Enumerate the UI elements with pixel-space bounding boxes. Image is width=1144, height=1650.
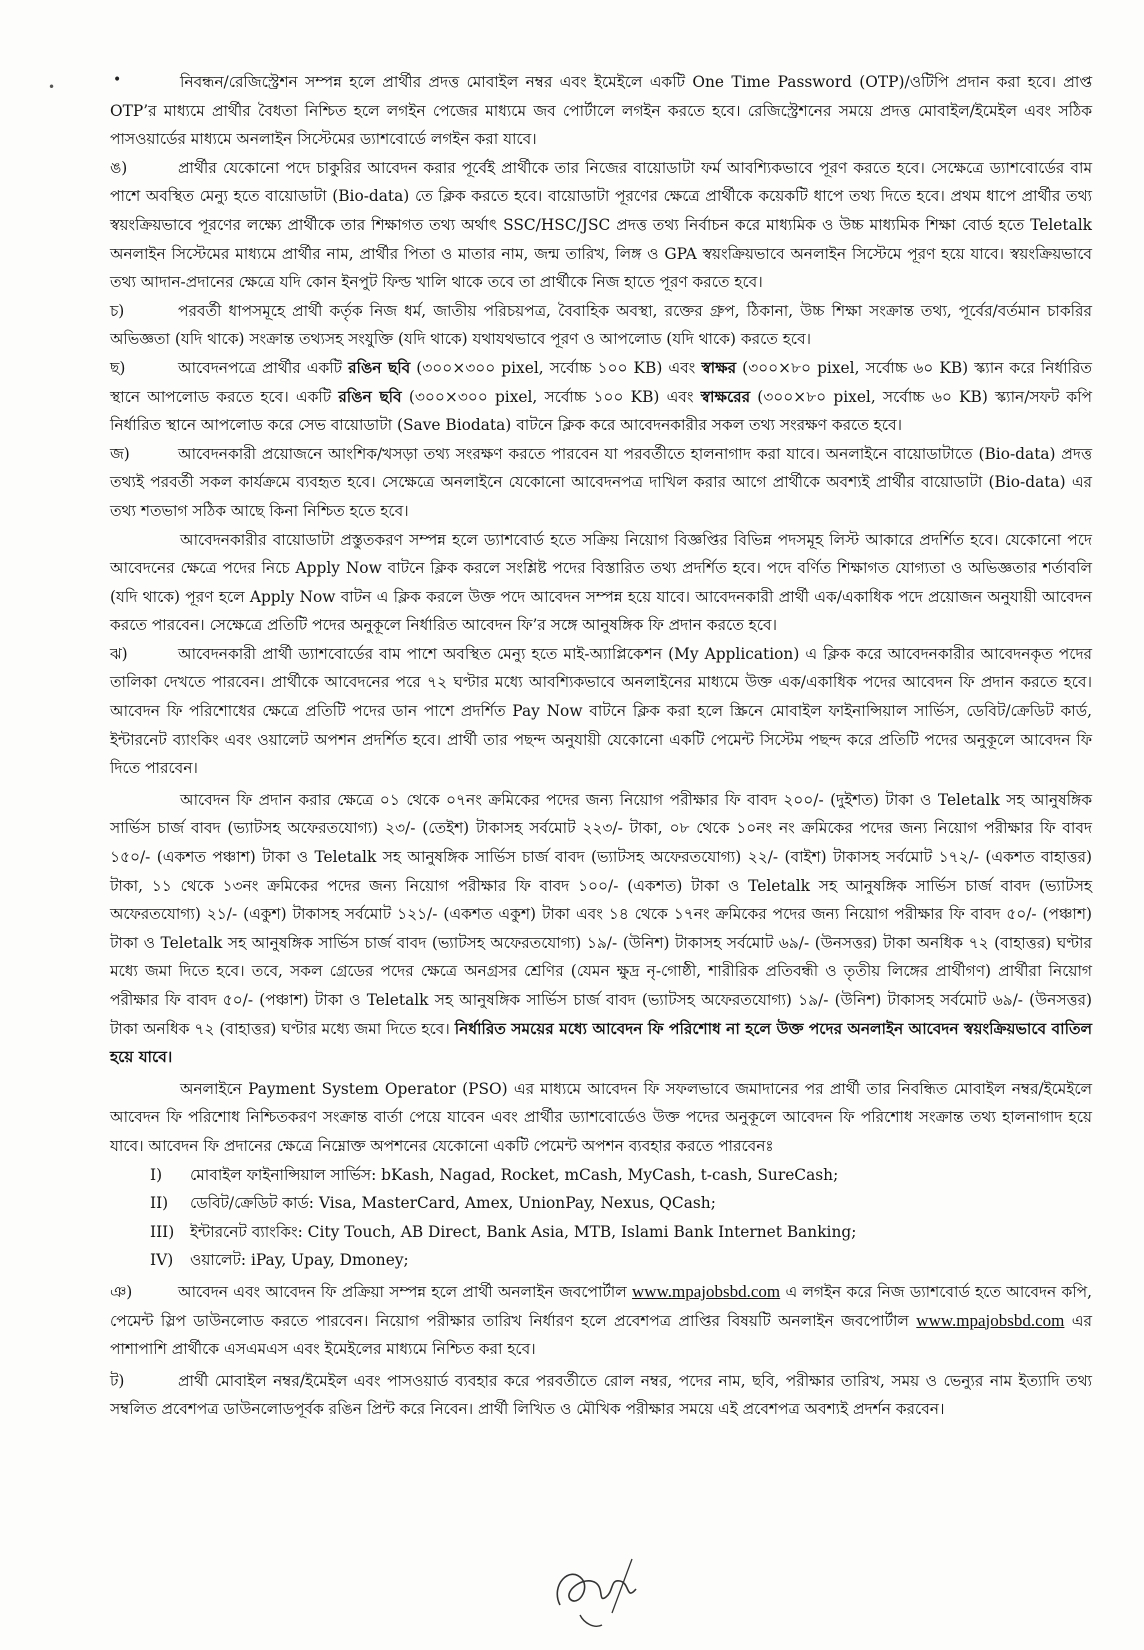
bold-text: স্বাক্ষর — [701, 358, 737, 377]
item-marker-nya: ঞ) — [110, 1282, 133, 1301]
text-run: (৩০০×৮০ pixel, সর্বোচ্চ ৬০ KB) স্ক্যান করে নির্ধারিত স্থানে আপলোড করতে হবে। একটি — [110, 358, 1092, 406]
list-text: ইন্টারনেট ব্যাংকিং: City Touch, AB Direct, Bank Asia, MTB, Islami Bank Internet Banking; — [190, 1222, 857, 1241]
jobportal-link[interactable]: www.mpajobsbd.com — [916, 1310, 1065, 1330]
bullet-marker: • — [113, 72, 122, 88]
list-item — [150, 1161, 1092, 1190]
paragraph-pso-text: অনলাইনে Payment System Operator (PSO) এর মাধ্যমে আবেদন ফি সফলভাবে জমাদানের পর প্রার্থী তার নিবন্ধিত মোবাইল নম্বর/ইমেইলে আবেদন ফি পরিশোধ নিশ্চিতকরণ সংক্রান্ত বার্তা পেয়ে যাবেন এবং প্রার্থীর ড্যাশবোর্ডেও উক্ত পদের অনুকূলে আবেদন ফি পরিশোধ সংক্রান্ত তথ্য হালনাগাদ হয়ে যাবে। আবেদন ফি প্রদানের ক্ষেত্রে নিম্নোক্ত অপশনের যেকোনো একটি পেমেন্ট অপশন ব্যবহার করতে পারবেনঃ — [110, 1079, 1092, 1155]
paragraph-fees-bold: নির্ধারিত সময়ের মধ্যে আবেদন ফি পরিশোধ না হলে উক্ত পদের অনলাইন আবেদন স্বয়ংক্রিয়ভাবে বাতিল হয়ে যাবে। — [110, 1019, 1093, 1067]
signature-image — [540, 1545, 650, 1635]
paragraph-admit-portal — [110, 1278, 1092, 1364]
paragraph-apply-now-text: আবেদনকারীর বায়োডাটা প্রস্তুতকরণ সম্পন্ন হলে ড্যাশবোর্ড হতে সক্রিয় নিয়োগ বিজ্ঞপ্তির বিভিন্ন পদসমূহ লিস্ট আকারে প্রদর্শিত হবে। যেকোনো পদে আবেদনের ক্ষেত্রে পদের নিচে Apply Now বাটনে ক্লিক করলে সংশ্লিষ্ট পদের বিস্তারিত তথ্য প্রদর্শিত হবে। পদে বর্ণিত শিক্ষাগত যোগ্যতা ও অভিজ্ঞতার শর্তাবলি (যদি থাকে) পূরণ হলে Apply Now বাটন এ ক্লিক করলে উক্ত পদে আবেদন সম্পন্ন হয়ে যাবে। আবেদনকারী প্রার্থী এক/একাধিক পদে প্রয়োজন অনুযায়ী আবেদন করতে পারবেন। সেক্ষেত্রে প্রতিটি পদের অনুকূলে নির্ধারিত আবেদন ফি’র সঙ্গে আনুষঙ্গিক ফি প্রদান করতে হবে। — [110, 530, 1092, 635]
item-marker-jha: ঝ) — [110, 644, 128, 663]
paragraph-next-steps — [110, 297, 1092, 354]
paragraph-admit-card-text: প্রার্থী মোবাইল নম্বর/ইমেইল এবং পাসওয়ার্ড ব্যবহার করে পরবর্তীতে রোল নম্বর, পদের নাম, ছবি, পরীক্ষার তারিখ, সময় ও ভেন্যুর নাম ইত্যাদি তথ্য সম্বলিত প্রবেশপত্র ডাউনলোডপূর্বক রঙিন প্রিন্ট করে নিবেন। প্রার্থী লিখিত ও মৌখিক পরীক্ষার সময়ে এই প্রবেশপত্র অবশ্যই প্রদর্শন করবেন। — [110, 1371, 1092, 1419]
item-marker-ja: জ) — [110, 444, 130, 463]
list-number: IV) — [150, 1251, 174, 1270]
paragraph-next-steps-text: পরবর্তী ধাপসমূহে প্রার্থী কর্তৃক নিজ ধর্ম, জাতীয় পরিচয়পত্র, বৈবাহিক অবস্থা, রক্তের গ্রুপ, ঠিকানা, উচ্চ শিক্ষা সংক্রান্ত তথ্য, পূর্বের/বর্তমান চাকরির অভিজ্ঞতা (যদি থাকে) সংক্রান্ত তথ্যসহ সংযুক্তি (যদি থাকে) যথাযথভাবে পূরণ ও আপলোড (যদি থাকে) করতে হবে। — [110, 301, 1092, 349]
item-marker-ta: ট) — [110, 1371, 125, 1390]
paragraph-otp — [110, 68, 1092, 154]
text-run: আবেদনপত্রে প্রার্থীর একটি — [178, 358, 349, 377]
paragraph-fees-text: আবেদন ফি প্রদান করার ক্ষেত্রে ০১ থেকে ০৭নং ক্রমিকের পদের জন্য নিয়োগ পরীক্ষার ফি বাবদ ২০০/- (দুইশত) টাকা ও Teletalk সহ আনুষঙ্গিক সার্ভিস চার্জ বাবদ (ভ্যাটসহ অফেরতযোগ্য) ২৩/- (তেইশ) টাকাসহ সর্বমোট ২২৩/- টাকা, ০৮ থেকে ১০নং নং ক্রমিকের পদের জন্য নিয়োগ পরীক্ষার ফি বাবদ ১৫০/- (একশত পঞ্চাশ) টাকা ও Teletalk সহ আনুষঙ্গিক সার্ভিস চার্জ বাবদ (ভ্যাটসহ অফেরতযোগ্য) ২২/- (বাইশ) টাকাসহ সর্বমোট ১৭২/- (একশত বাহাত্তর) টাকা, ১১ থেকে ১৩নং ক্রমিকের পদের জন্য নিয়োগ পরীক্ষার ফি বাবদ ১০০/- (একশত) টাকা ও Teletalk সহ আনুষঙ্গিক সার্ভিস চার্জ বাবদ (ভ্যাটসহ অফেরতযোগ্য) ২১/- (একুশ) টাকাসহ সর্বমোট ১২১/- (একশত একুশ) টাকা এবং ১৪ থেকে ১৭নং ক্রমিকের পদের জন্য নিয়োগ পরীক্ষার ফি বাবদ ৫০/- (পঞ্চাশ) টাকা ও Teletalk সহ আনুষঙ্গিক সার্ভিস চার্জ বাবদ (ভ্যাটসহ অফেরতযোগ্য) ১৯/- (উনিশ) টাকাসহ সর্বমোট ৬৯/- (উনসত্তর) টাকা অনধিক ৭২ (বাহাত্তর) ঘণ্টার মধ্যে জমা দিতে হবে। তবে, সকল গ্রেডের পদের ক্ষেত্রে অনগ্রসর শ্রেণির (যেমন ক্ষুদ্র নৃ-গোষ্ঠী, শারীরিক প্রতিবন্ধী ও তৃতীয় লিঙ্গের প্রার্থীগণ) প্রার্থীরা নিয়োগ পরীক্ষার ফি বাবদ ৫০/- (পঞ্চাশ) টাকা ও Teletalk সহ আনুষঙ্গিক সার্ভিস চার্জ বাবদ (ভ্যাটসহ অফেরতযোগ্য) ১৯/- (উনিশ) টাকাসহ সর্বমোট ৬৯/- (উনসত্তর) টাকা অনধিক ৭২ (বাহাত্তর) ঘণ্টার মধ্যে জমা দিতে হবে। — [110, 790, 1092, 1038]
paragraph-apply-now — [110, 526, 1092, 640]
bold-text: রঙিন ছবি — [348, 358, 411, 377]
list-number: II) — [150, 1194, 169, 1213]
item-marker-chha: ছ) — [110, 358, 126, 377]
text-run: (৩০০×৮০ pixel, সর্বোচ্চ ৬০ KB) স্ক্যান/সফট কপি নির্ধারিত স্থানে আপলোড করে সেভ বায়োডাটা (Save Biodata) বাটনে ক্লিক করে আবেদনকারীর সকল তথ্য সংরক্ষণ করতে হবে। — [110, 387, 1093, 435]
list-text: ডেবিট/ক্রেডিট কার্ড: Visa, MasterCard, Amex, UnionPay, Nexus, QCash; — [190, 1194, 716, 1213]
payment-options-list — [110, 1161, 1092, 1275]
paragraph-draft-save — [110, 440, 1092, 526]
text-run: এ লগইন করে নিজ ড্যাশবোর্ড হতে আবেদন কপি, পেমেন্ট স্লিপ ডাউনলোড করতে পারবেন। নিয়োগ পরীক্ষার তারিখ নির্ধারণ হলে প্রবেশপত্র প্রাপ্তির বিষয়টি অনলাইন জবপোর্টাল — [110, 1282, 1092, 1330]
paragraph-fees — [110, 786, 1092, 1072]
paragraph-draft-save-text: আবেদনকারী প্রয়োজনে আংশিক/খসড়া তথ্য সংরক্ষণ করতে পারবেন যা পরবর্তীতে হালনাগাদ করা যাবে। অনলাইনে বায়োডাটাতে (Bio-data) প্রদত্ত তথ্যই পরবর্তী সকল কার্যক্রমে ব্যবহৃত হবে। সেক্ষেত্রে অনলাইনে যেকোনো আবেদনপত্র দাখিল করার আগে প্রার্থীকে অবশ্যই প্রার্থীর বায়োডাটা (Bio-data) এর তথ্য শতভাগ সঠিক আছে কিনা নিশ্চিত হতে হবে। — [110, 444, 1092, 520]
list-text: মোবাইল ফাইনান্সিয়াল সার্ভিস: bKash, Nagad, Rocket, mCash, MyCash, t-cash, SureCash; — [190, 1165, 839, 1184]
jobportal-link[interactable]: www.mpajobsbd.com — [632, 1281, 781, 1301]
list-number: I) — [150, 1165, 163, 1184]
list-item — [150, 1218, 1092, 1247]
paragraph-admit-card — [110, 1367, 1092, 1424]
list-number: III) — [150, 1222, 175, 1241]
list-item — [150, 1189, 1092, 1218]
text-run: (৩০০×৩০০ pixel, সর্বোচ্চ ১০০ KB) এবং — [401, 387, 701, 406]
text-run: (৩০০×৩০০ pixel, সর্বোচ্চ ১০০ KB) এবং — [410, 358, 702, 377]
scan-mark: • — [48, 80, 56, 94]
text-run: এর পাশাপাশি প্রার্থীকে এসএমএস এবং ইমেইলের মাধ্যমে নিশ্চিত করা হবে। — [110, 1311, 1092, 1359]
list-item — [150, 1246, 1092, 1275]
item-marker-nga: ঙ) — [110, 158, 128, 177]
paragraph-biodata-text: প্রার্থীর যেকোনো পদে চাকুরির আবেদন করার পূর্বেই প্রার্থীকে তার নিজের বায়োডাটা ফর্ম আবশ্যিকভাবে পূরণ করতে হবে। সেক্ষেত্রে ড্যাশবোর্ডের বাম পাশে অবস্থিত মেন্যু হতে বায়োডাটা (Bio-data) তে ক্লিক করতে হবে। বায়োডাটা পূরণের ক্ষেত্রে প্রার্থীকে কয়েকটি ধাপে তথ্য দিতে হবে। প্রথম ধাপে প্রার্থীর তথ্য স্বয়ংক্রিয়ভাবে পূরণের লক্ষ্যে প্রার্থীকে তার শিক্ষাগত তথ্য অর্থাৎ SSC/HSC/JSC প্রদত্ত তথ্য নির্বাচন করে মাধ্যমিক ও উচ্চ মাধ্যমিক শিক্ষা বোর্ড হতে Teletalk অনলাইন সিস্টেমের মাধ্যমে প্রার্থীর নাম, প্রার্থীর পিতা ও মাতার নাম, জন্ম তারিখ, লিঙ্গ ও GPA স্বয়ংক্রিয়ভাবে অনলাইন সিস্টেমে পূরণ হয়ে যাবে। স্বয়ংক্রিয়ভাবে তথ্য আদান-প্রদানের ক্ষেত্রে যদি কোন ইনপুট ফিল্ড খালি থাকে তবে তা প্রার্থীকে নিজ হাতে পূরণ করতে হবে। — [110, 158, 1092, 292]
item-marker-cha: চ) — [110, 301, 125, 320]
bold-text: রঙিন ছবি — [338, 387, 402, 406]
list-text: ওয়ালেট: iPay, Upay, Dmoney; — [190, 1251, 409, 1270]
paragraph-my-application-text: আবেদনকারী প্রার্থী ড্যাশবোর্ডের বাম পাশে অবস্থিত মেন্যু হতে মাই-অ্যাপ্লিকেশন (My Application) এ ক্লিক করে আবেদনকারীর আবেদনকৃত পদের তালিকা দেখতে পারবেন। প্রার্থীকে আবেদনের পরে ৭২ ঘণ্টার মধ্যে আবশ্যিকভাবে অনলাইনের মাধ্যমে উক্ত এক/একাধিক পদের আবেদন ফি প্রদান করতে হবে। আবেদন ফি পরিশোধের ক্ষেত্রে প্রতিটি পদের ডান পাশে প্রদর্শিত Pay Now বাটনে ক্লিক করা হলে স্ক্রিনে মোবাইল ফাইনান্সিয়াল সার্ভিস, ডেবিট/ক্রেডিট কার্ড, ইন্টারনেট ব্যাংকিং এবং ওয়ালেট অপশন প্রদর্শিত হবে। প্রার্থী তার পছন্দ অনুযায়ী যেকোনো একটি পেমেন্ট সিস্টেম পছন্দ করে প্রতিটি পদের অনুকূলে আবেদন ফি দিতে পারবেন। — [110, 644, 1092, 778]
text-run: আবেদন এবং আবেদন ফি প্রক্রিয়া সম্পন্ন হলে প্রার্থী অনলাইন জবপোর্টাল — [178, 1282, 633, 1301]
paragraph-photo-signature — [110, 354, 1092, 440]
paragraph-otp-text: নিবন্ধন/রেজিস্ট্রেশন সম্পন্ন হলে প্রার্থীর প্রদত্ত মোবাইল নম্বর এবং ইমেইলে একটি One Time Password (OTP)/ওটিপি প্রদান করা হবে। প্রাপ্ত OTP’র মাধ্যমে প্রার্থীর বৈধতা নিশ্চিত হলে লগইন পেজের মাধ্যমে জব পোর্টালে লগইন করতে হবে। রেজিস্ট্রেশনের সময়ে প্রদত্ত মোবাইল/ইমেইল এবং সঠিক পাসওয়ার্ডের মাধ্যমে অনলাইন সিস্টেমের ড্যাশবোর্ডে লগইন করা যাবে। — [110, 73, 1092, 149]
paragraph-my-application — [110, 640, 1092, 783]
paragraph-biodata — [110, 154, 1092, 297]
paragraph-pso — [110, 1075, 1092, 1161]
bold-text: স্বাক্ষরের — [700, 387, 751, 406]
